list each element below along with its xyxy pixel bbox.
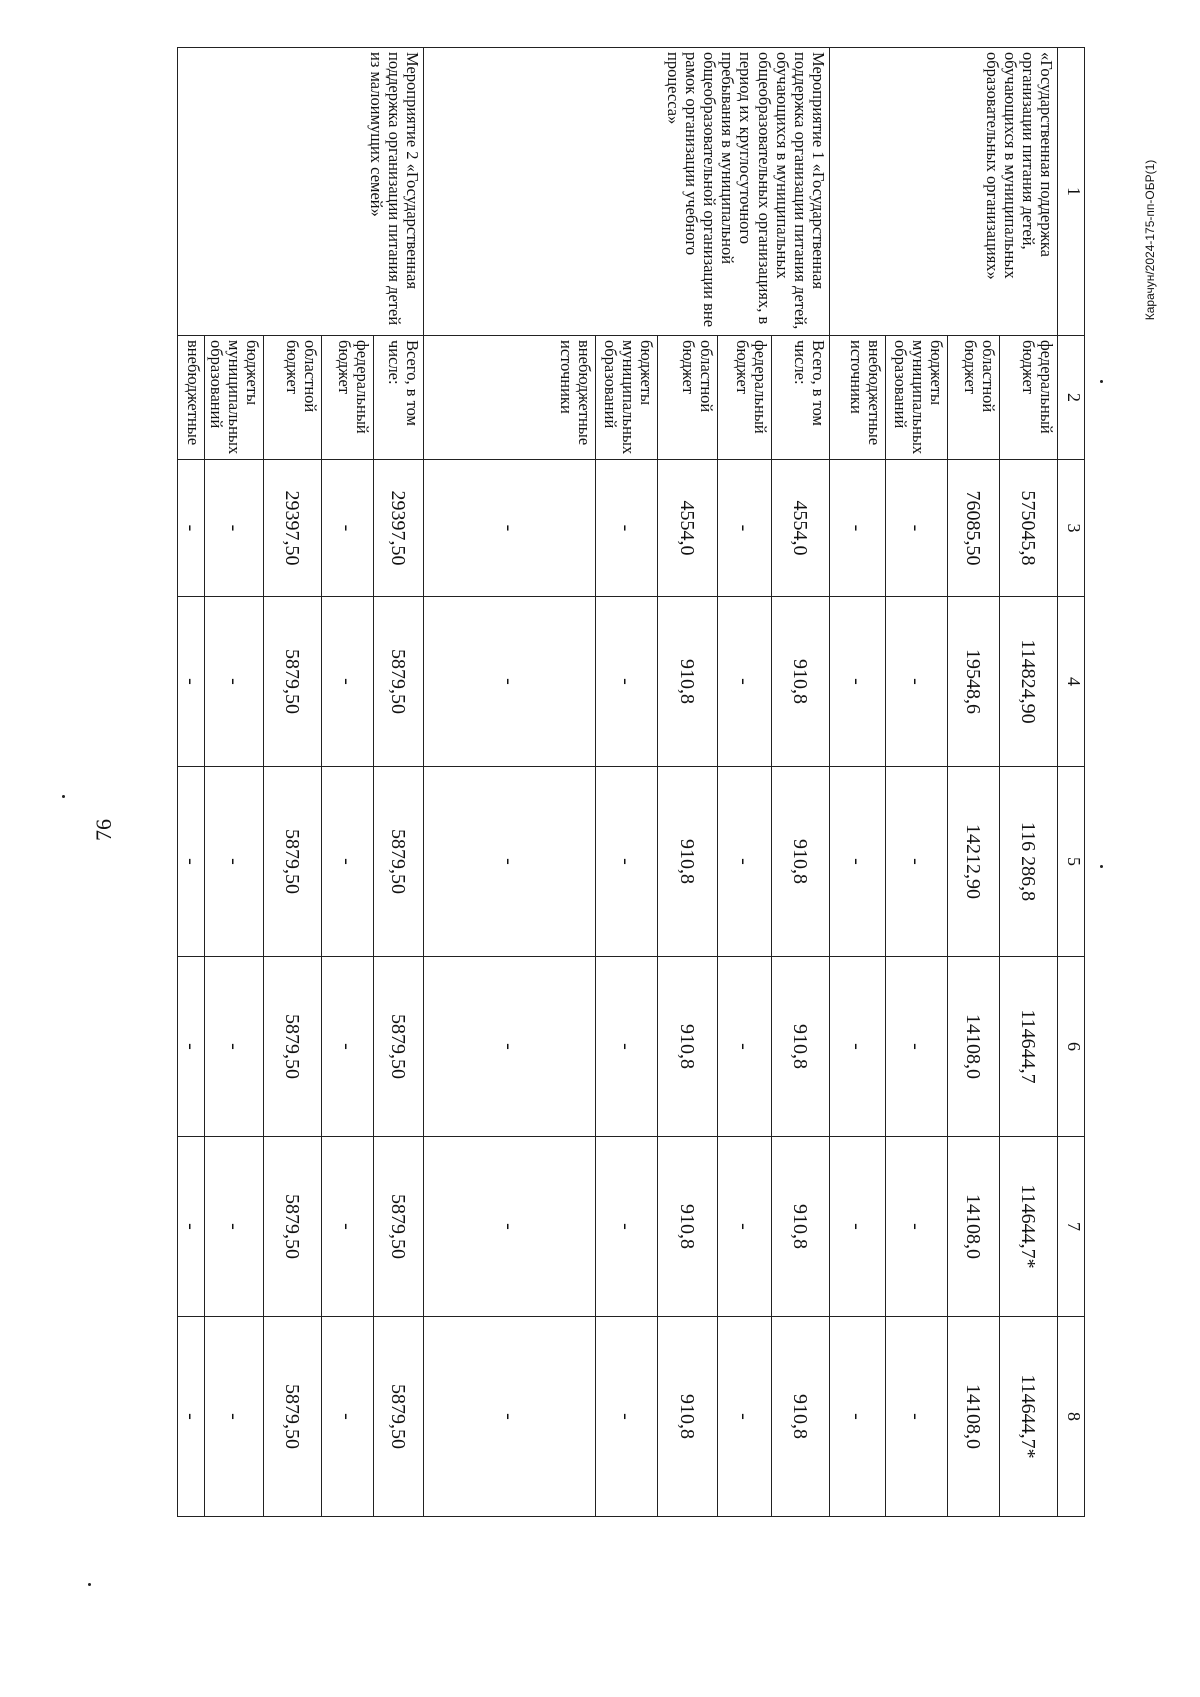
column-number: 7 bbox=[1058, 1137, 1085, 1317]
funding-source-cell: внебюджетные bbox=[177, 336, 204, 460]
scan-speck bbox=[1100, 865, 1103, 868]
scan-speck bbox=[1100, 380, 1103, 383]
amount-cell: 5879,50 bbox=[264, 1137, 322, 1317]
amount-cell: - bbox=[830, 957, 886, 1137]
column-number: 1 bbox=[1058, 48, 1085, 336]
amount-cell: - bbox=[322, 1317, 374, 1517]
amount-cell: 910,8 bbox=[772, 767, 830, 957]
amount-cell: - bbox=[424, 597, 596, 767]
table-row bbox=[1000, 48, 1058, 1517]
table-row bbox=[374, 48, 424, 1517]
funding-source-cell: бюджеты муниципальных образований bbox=[204, 336, 263, 460]
amount-cell: - bbox=[204, 957, 263, 1137]
amount-cell: - bbox=[718, 597, 772, 767]
amount-cell: - bbox=[596, 767, 658, 957]
funding-source-cell: внебюджетные источники bbox=[830, 336, 886, 460]
column-number: 8 bbox=[1058, 1317, 1085, 1517]
funding-source-cell: областной бюджет bbox=[948, 336, 1000, 460]
amount-cell: 5879,50 bbox=[374, 1137, 424, 1317]
amount-cell: - bbox=[204, 460, 263, 597]
amount-cell: 5879,50 bbox=[374, 597, 424, 767]
amount-cell: 114644,7* bbox=[1000, 1317, 1058, 1517]
amount-cell: - bbox=[424, 1317, 596, 1517]
amount-cell: 5879,50 bbox=[264, 597, 322, 767]
amount-cell: - bbox=[322, 767, 374, 957]
amount-cell: - bbox=[830, 1137, 886, 1317]
column-number: 2 bbox=[1058, 336, 1085, 460]
amount-cell: - bbox=[177, 1317, 204, 1517]
funding-source-cell: Всего, в том числе: bbox=[374, 336, 424, 460]
amount-cell: 910,8 bbox=[772, 1317, 830, 1517]
amount-cell: - bbox=[177, 460, 204, 597]
amount-cell: 5879,50 bbox=[264, 957, 322, 1137]
amount-cell: - bbox=[322, 1137, 374, 1317]
amount-cell: 910,8 bbox=[658, 1137, 718, 1317]
amount-cell: 5879,50 bbox=[374, 767, 424, 957]
scan-speck bbox=[88, 1583, 91, 1586]
column-number: 3 bbox=[1058, 460, 1085, 597]
amount-cell: 910,8 bbox=[658, 767, 718, 957]
amount-cell: - bbox=[718, 1137, 772, 1317]
amount-cell: 5879,50 bbox=[264, 767, 322, 957]
table-body bbox=[177, 48, 1057, 1517]
amount-cell: 114644,7* bbox=[1000, 1137, 1058, 1317]
amount-cell: 910,8 bbox=[658, 957, 718, 1137]
column-number: 6 bbox=[1058, 957, 1085, 1137]
amount-cell: - bbox=[177, 597, 204, 767]
table-row bbox=[772, 48, 830, 1517]
page-number: 76 bbox=[91, 819, 116, 841]
amount-cell: 910,8 bbox=[772, 957, 830, 1137]
amount-cell: - bbox=[322, 460, 374, 597]
measure-title-cell: «Государственная поддержка организации питания детей, обучающихся в муниципальных образовательных организациях» bbox=[830, 48, 1058, 336]
amount-cell: - bbox=[886, 460, 948, 597]
amount-cell: - bbox=[886, 1317, 948, 1517]
amount-cell: - bbox=[830, 460, 886, 597]
amount-cell: 114644,7 bbox=[1000, 957, 1058, 1137]
funding-source-cell: Всего, в том числе: bbox=[772, 336, 830, 460]
amount-cell: - bbox=[830, 767, 886, 957]
amount-cell: 19548,6 bbox=[948, 597, 1000, 767]
amount-cell: - bbox=[718, 957, 772, 1137]
amount-cell: 910,8 bbox=[658, 597, 718, 767]
funding-source-cell: федеральный бюджет bbox=[322, 336, 374, 460]
amount-cell: - bbox=[424, 957, 596, 1137]
amount-cell: - bbox=[718, 460, 772, 597]
amount-cell: 5879,50 bbox=[374, 1317, 424, 1517]
amount-cell: - bbox=[204, 1317, 263, 1517]
funding-source-cell: федеральный бюджет bbox=[718, 336, 772, 460]
column-number-row bbox=[1058, 48, 1085, 1517]
amount-cell: 4554,0 bbox=[658, 460, 718, 597]
funding-source-cell: бюджеты муниципальных образований bbox=[886, 336, 948, 460]
amount-cell: - bbox=[830, 1317, 886, 1517]
funding-source-cell: областной бюджет bbox=[658, 336, 718, 460]
amount-cell: 5879,50 bbox=[264, 1317, 322, 1517]
amount-cell: - bbox=[830, 597, 886, 767]
amount-cell: - bbox=[177, 957, 204, 1137]
funding-source-cell: федеральный бюджет bbox=[1000, 336, 1058, 460]
amount-cell: 114824,90 bbox=[1000, 597, 1058, 767]
amount-cell: 14108,0 bbox=[948, 957, 1000, 1137]
amount-cell: - bbox=[596, 1137, 658, 1317]
document-reference: Карачун/2024-175-пп-ОБР(1) bbox=[1143, 159, 1157, 321]
amount-cell: 910,8 bbox=[772, 597, 830, 767]
amount-cell: - bbox=[322, 597, 374, 767]
amount-cell: - bbox=[204, 1137, 263, 1317]
scan-speck bbox=[62, 795, 65, 798]
funding-source-cell: областной бюджет bbox=[264, 336, 322, 460]
amount-cell: - bbox=[424, 767, 596, 957]
amount-cell: 14108,0 bbox=[948, 1137, 1000, 1317]
funding-source-cell: внебюджетные источники bbox=[424, 336, 596, 460]
amount-cell: 76085,50 bbox=[948, 460, 1000, 597]
amount-cell: 910,8 bbox=[772, 1137, 830, 1317]
measure-title-cell: Мероприятие 1 «Государственная поддержка организации питания детей, обучающихся в муниципальных общеобразовательных организациях, в период их круглосуточного пребывания в муниципальной общеобразовательной организации вне рамок организации учебного процесса» bbox=[424, 48, 830, 336]
amount-cell: 29397,50 bbox=[264, 460, 322, 597]
amount-cell: - bbox=[322, 957, 374, 1137]
amount-cell: 14212,90 bbox=[948, 767, 1000, 957]
amount-cell: 4554,0 bbox=[772, 460, 830, 597]
amount-cell: 5879,50 bbox=[374, 957, 424, 1137]
funding-source-cell: бюджеты муниципальных образований bbox=[596, 336, 658, 460]
amount-cell: 575045,8 bbox=[1000, 460, 1058, 597]
funding-table-rotated bbox=[179, 47, 1085, 1516]
amount-cell: - bbox=[886, 1137, 948, 1317]
amount-cell: - bbox=[886, 767, 948, 957]
amount-cell: - bbox=[596, 1317, 658, 1517]
amount-cell: - bbox=[204, 597, 263, 767]
amount-cell: 14108,0 bbox=[948, 1317, 1000, 1517]
amount-cell: - bbox=[886, 957, 948, 1137]
amount-cell: - bbox=[424, 1137, 596, 1317]
column-number: 4 bbox=[1058, 597, 1085, 767]
amount-cell: 29397,50 bbox=[374, 460, 424, 597]
amount-cell: - bbox=[596, 597, 658, 767]
amount-cell: 910,8 bbox=[658, 1317, 718, 1517]
amount-cell: - bbox=[177, 767, 204, 957]
column-number: 5 bbox=[1058, 767, 1085, 957]
measure-title-cell: Мероприятие 2 «Государственная поддержка организации питания детей из малоимущих семей» bbox=[177, 48, 423, 336]
amount-cell: - bbox=[718, 1317, 772, 1517]
amount-cell: - bbox=[886, 597, 948, 767]
amount-cell: - bbox=[596, 460, 658, 597]
amount-cell: - bbox=[177, 1137, 204, 1317]
amount-cell: - bbox=[424, 460, 596, 597]
amount-cell: - bbox=[204, 767, 263, 957]
funding-table bbox=[177, 47, 1085, 1517]
amount-cell: - bbox=[718, 767, 772, 957]
amount-cell: 116 286,8 bbox=[1000, 767, 1058, 957]
amount-cell: - bbox=[596, 957, 658, 1137]
